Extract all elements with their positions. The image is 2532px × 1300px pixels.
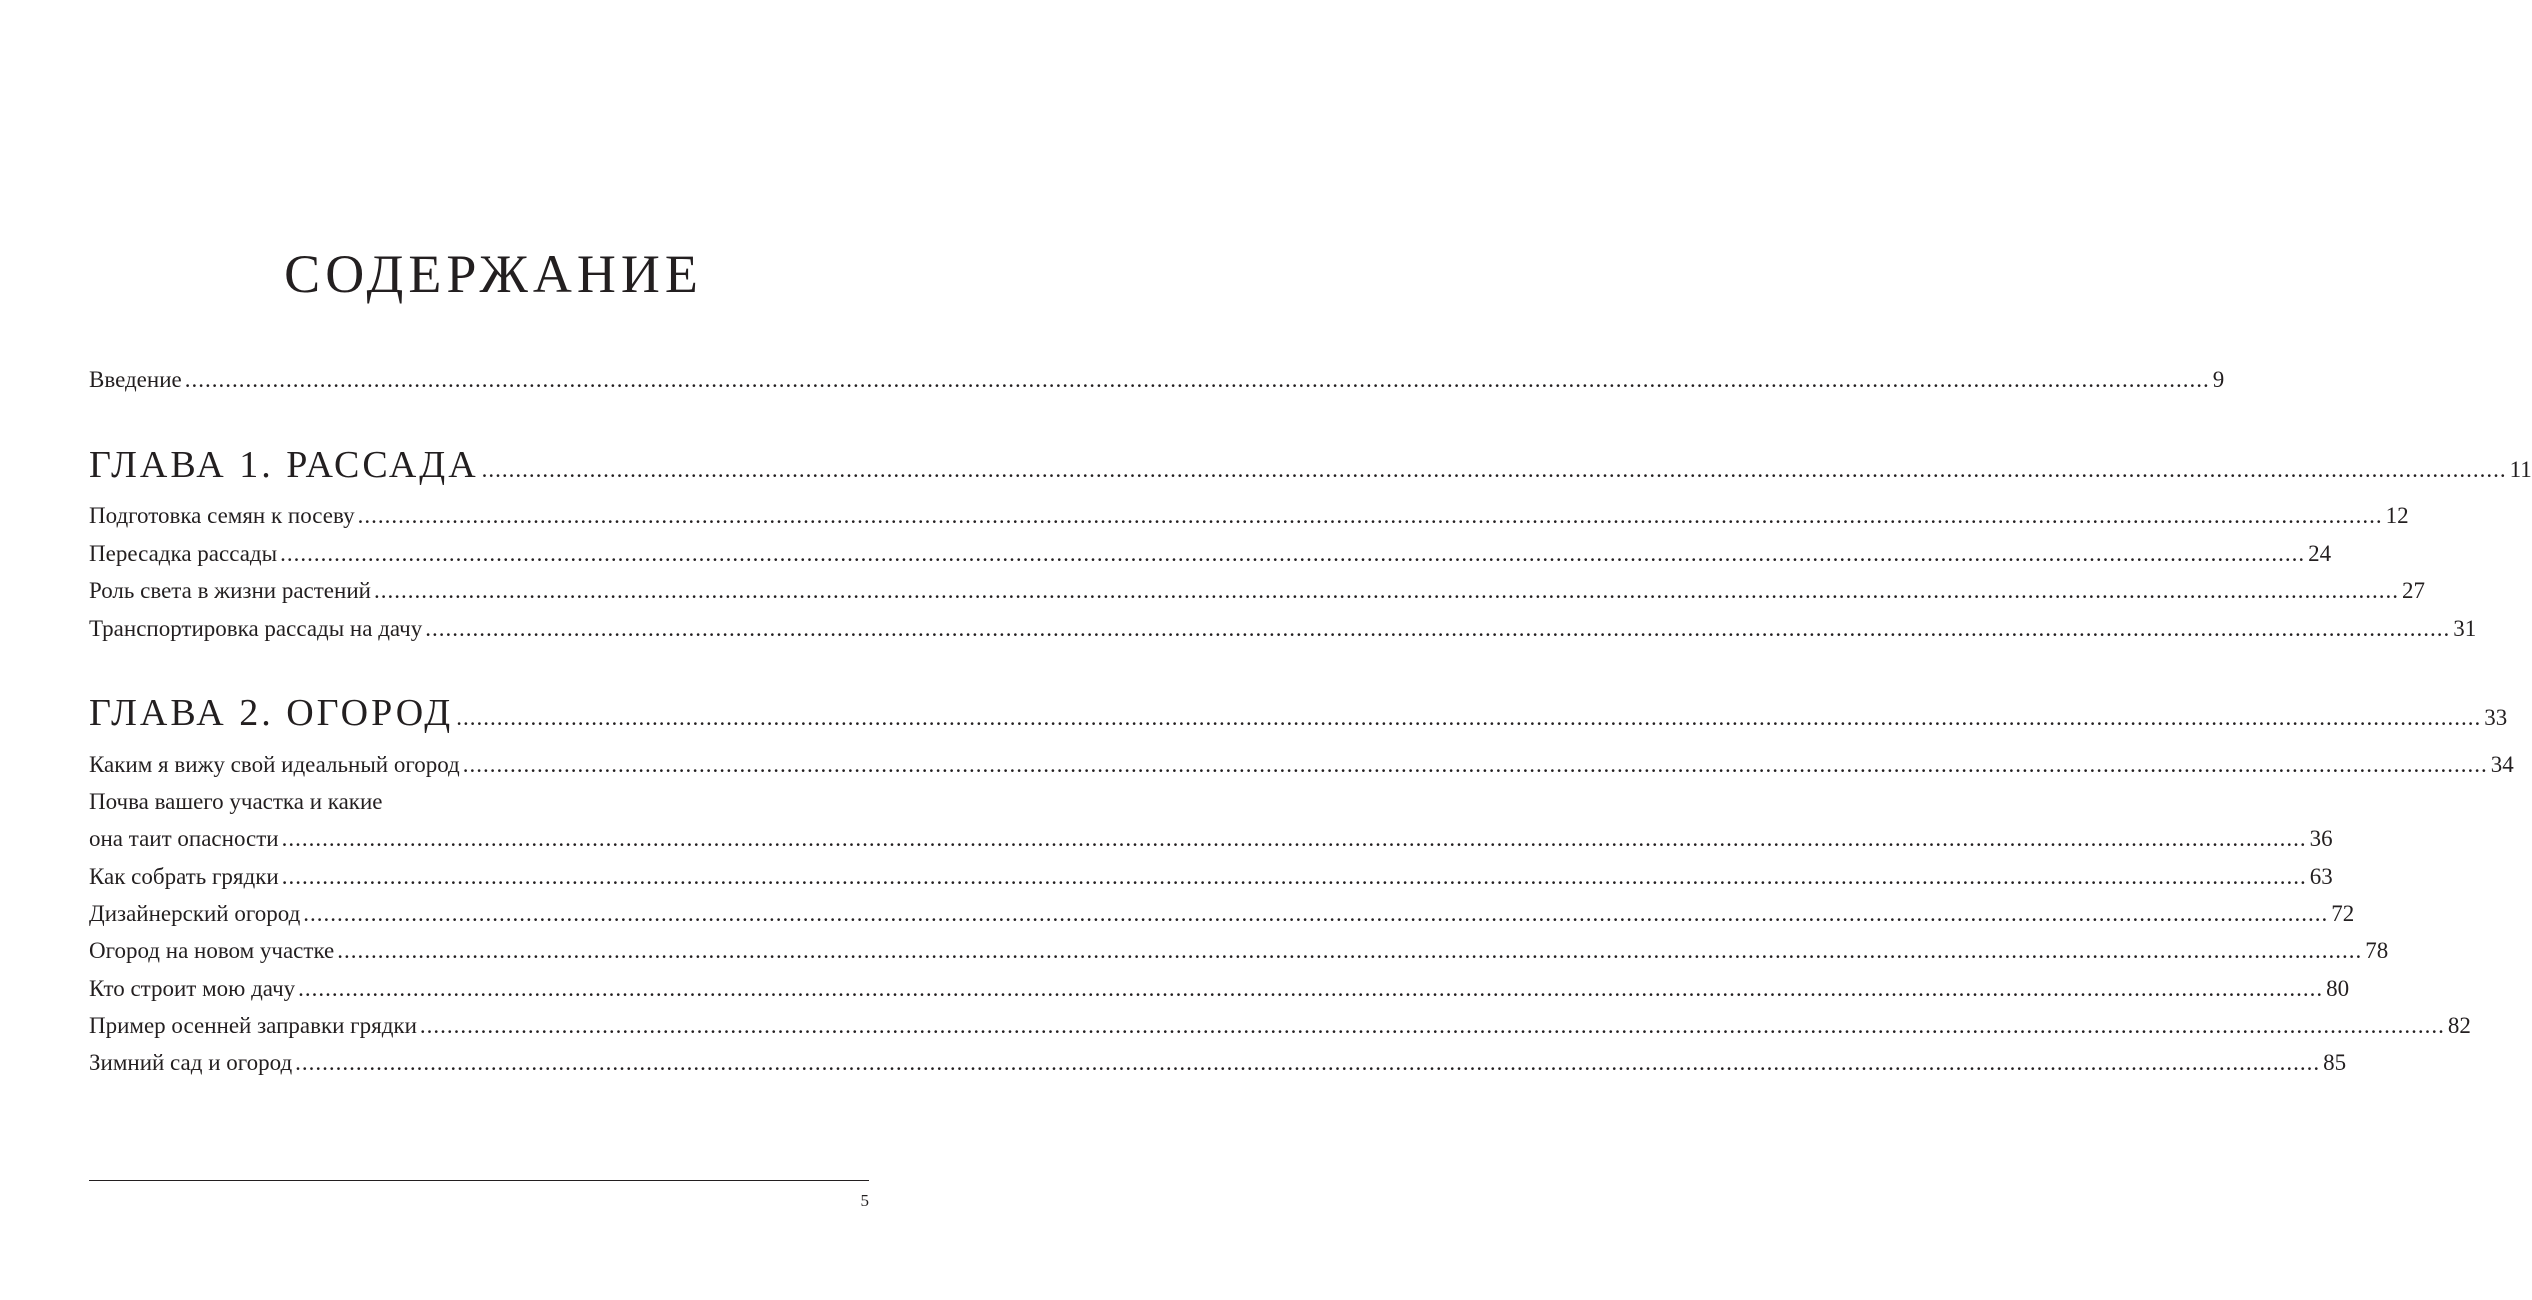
toc-entry-page: 27	[2401, 578, 2425, 603]
page-title: СОДЕРЖАНИЕ	[284, 244, 703, 304]
dot-leader: ............................................................................................................................................................................................................................................................................................................	[280, 541, 2306, 566]
toc-entry[interactable]	[89, 614, 2477, 644]
toc-entry-label: Пример осенней заправки грядки	[89, 1013, 417, 1038]
toc-entry[interactable]	[89, 750, 2514, 780]
toc-entry-label: Огород на новом участке	[89, 938, 335, 963]
dot-leader: ............................................................................................................................................................................................................................................................................................................	[481, 457, 2507, 482]
toc-chapter-1[interactable]	[89, 442, 2532, 493]
dot-leader: ............................................................................................................................................................................................................................................................................................................	[281, 826, 2307, 851]
toc-entry-label: Каким я вижу свой идеальный огород	[89, 752, 460, 777]
toc-entry-page: 82	[2447, 1013, 2471, 1038]
dot-leader: ............................................................................................................................................................................................................................................................................................................	[462, 752, 2488, 777]
footer-rule	[89, 1180, 869, 1181]
toc-entry[interactable]	[89, 974, 2350, 1004]
toc-entry[interactable]	[89, 936, 2389, 966]
toc-entry-label: Кто строит мою дачу	[89, 976, 296, 1001]
toc-entry-label: Почва вашего участка и какие	[89, 789, 383, 814]
toc-entry-line1[interactable]	[89, 787, 869, 817]
dot-leader: ............................................................................................................................................................................................................................................................................................................	[373, 578, 2399, 603]
toc-entry-page: 31	[2453, 616, 2477, 641]
dot-leader: ............................................................................................................................................................................................................................................................................................................	[295, 1050, 2321, 1075]
toc-entry-label: Пересадка рассады	[89, 541, 278, 566]
dot-leader: ............................................................................................................................................................................................................................................................................................................	[298, 976, 2324, 1001]
toc-entry-page: 85	[2323, 1050, 2347, 1075]
dot-leader: ............................................................................................................................................................................................................................................................................................................	[184, 367, 2210, 392]
toc-entry[interactable]	[89, 899, 2355, 929]
toc-entry-page: 63	[2309, 864, 2333, 889]
toc-entry[interactable]	[89, 862, 2333, 892]
chapter-page: 33	[2484, 705, 2508, 730]
dot-leader: ............................................................................................................................................................................................................................................................................................................	[456, 705, 2482, 730]
toc-entry-page: 36	[2309, 826, 2333, 851]
toc-entry-label: Подготовка семян к посеву	[89, 503, 355, 528]
chapter-heading: ГЛАВА 2. ОГОРОД	[89, 692, 454, 734]
dot-leader: ............................................................................................................................................................................................................................................................................................................	[337, 938, 2363, 963]
toc-entry-page: 9	[2212, 367, 2225, 392]
toc-entry-page: 80	[2326, 976, 2350, 1001]
dot-leader: ............................................................................................................................................................................................................................................................................................................	[357, 503, 2383, 528]
dot-leader: ............................................................................................................................................................................................................................................................................................................	[419, 1013, 2445, 1038]
toc-entry-label-line2: она таит опасности	[89, 826, 279, 851]
toc-entry-page: 72	[2331, 901, 2355, 926]
toc-entry-page: 78	[2365, 938, 2389, 963]
toc-entry[interactable]	[89, 824, 2333, 854]
toc-entry[interactable]	[89, 539, 2332, 569]
toc-entry-label: Зимний сад и огород	[89, 1050, 293, 1075]
toc-entry-label: Роль света в жизни растений	[89, 578, 371, 603]
toc-entry[interactable]	[89, 501, 2409, 531]
toc-entry-page: 34	[2490, 752, 2514, 777]
toc-entry-introduction[interactable]	[89, 365, 2225, 395]
toc-entry-page: 12	[2385, 503, 2409, 528]
chapter-heading: ГЛАВА 1. РАССАДА	[89, 444, 479, 486]
toc-entry-label: Дизайнерский огород	[89, 901, 301, 926]
toc-entry-label: Транспортировка рассады на дачу	[89, 616, 423, 641]
toc-entry[interactable]	[89, 1048, 2347, 1078]
toc-entry[interactable]	[89, 576, 2425, 606]
toc-chapter-2[interactable]	[89, 690, 2508, 741]
dot-leader: ............................................................................................................................................................................................................................................................................................................	[303, 901, 2329, 926]
chapter-page: 11	[2509, 457, 2532, 482]
dot-leader: ............................................................................................................................................................................................................................................................................................................	[425, 616, 2451, 641]
toc-entry-label: Как собрать грядки	[89, 864, 279, 889]
toc-entry-page: 24	[2308, 541, 2332, 566]
page-number: 5	[860, 1191, 869, 1210]
toc-entry-label: Введение	[89, 367, 182, 392]
dot-leader: ............................................................................................................................................................................................................................................................................................................	[281, 864, 2307, 889]
toc-entry[interactable]	[89, 1011, 2471, 1041]
